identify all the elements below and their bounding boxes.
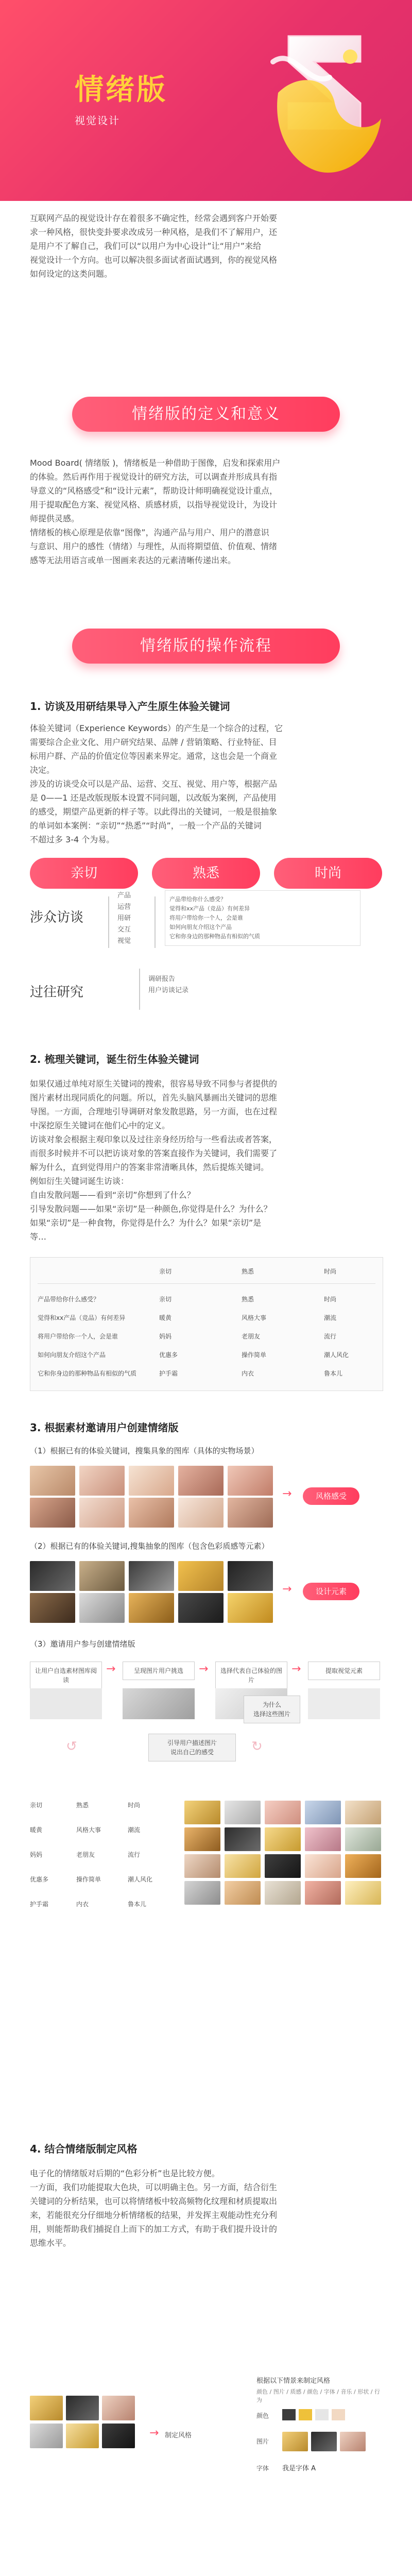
word-cell: 操作简单 bbox=[76, 1876, 101, 1883]
collage-photo bbox=[305, 1854, 341, 1878]
collage-photo bbox=[265, 1854, 301, 1878]
row-label-image: 图片 bbox=[256, 2438, 269, 2445]
style-feeling-tag: 风格感受 bbox=[303, 1487, 359, 1505]
final-photo bbox=[102, 2424, 135, 2448]
collage-photo bbox=[265, 1801, 301, 1824]
table-cell: 内衣 bbox=[242, 1370, 254, 1377]
intro-paragraph bbox=[30, 211, 383, 281]
table-cell: 操作简单 bbox=[242, 1351, 267, 1359]
collage-photo bbox=[225, 1854, 261, 1878]
arrow-right-icon: → bbox=[282, 1487, 292, 1500]
table-cell: 暖黄 bbox=[159, 1314, 172, 1321]
step2-heading: 2. 梳理关键词，诞生衍生体验关键词 bbox=[30, 1053, 199, 1065]
color-swatch bbox=[315, 2409, 329, 2420]
gallery-photo bbox=[228, 1593, 273, 1623]
step1-paragraph bbox=[30, 721, 383, 846]
gallery-photo bbox=[178, 1498, 224, 1528]
word-cell: 熟悉 bbox=[76, 1802, 89, 1809]
step1-line: 决定。 bbox=[30, 765, 55, 775]
table-header: 时尚 bbox=[324, 1268, 337, 1275]
flow-step-1: 让用户自选素材图库阅读 bbox=[30, 1662, 102, 1689]
step2-line: 例如衍生关键词诞生访谈： bbox=[30, 1176, 129, 1186]
table-cell: 时尚 bbox=[324, 1296, 337, 1303]
word-cell: 流行 bbox=[128, 1851, 141, 1858]
step1-line: 不超过多 3-4 个为易。 bbox=[30, 835, 115, 844]
definition-line: 导意义的“风格感受”和“设计元素”，帮助设计师明确视觉设计重点， bbox=[30, 486, 278, 496]
step3-heading: 3. 根据素材邀请用户创建情绪版 bbox=[30, 1421, 179, 1434]
section-banner-process: 情绪版的操作流程 bbox=[72, 629, 340, 664]
step2-line: 访谈对象会根据主观印象以及过往亲身经历给与一些看法或者答案， bbox=[30, 1134, 278, 1144]
role-item: 产品 bbox=[117, 892, 131, 900]
arrow-right-icon: → bbox=[149, 2427, 159, 2439]
step2-line: 自由发散问题——看到“亲切”你想到了什么？ bbox=[30, 1190, 195, 1200]
mood-board-result bbox=[30, 1801, 383, 1929]
table-cell: 如何向朋友介绍这个产品 bbox=[38, 1351, 106, 1359]
step1-line: 的感受，期望产品更新的样子等。以此得出的关键词，一般是很抽象 bbox=[30, 807, 278, 817]
table-divider bbox=[38, 1283, 375, 1284]
flow-why-box: 为什么 选择这些图片 bbox=[244, 1696, 300, 1723]
collage-photo bbox=[305, 1801, 341, 1824]
step4-line: 用，则能帮助我们捕捉自上而下的加工方式，有助于我们提升设计的 bbox=[30, 2224, 278, 2234]
step4-line: 思维水平。 bbox=[30, 2238, 72, 2248]
step4-line: 来，若能很充分仔细地分析情绪板的结果，并发挥主观能动性充分利 bbox=[30, 2210, 278, 2220]
bracket-line bbox=[139, 969, 140, 1010]
table-cell: 妈妈 bbox=[159, 1333, 172, 1340]
collage-photo bbox=[225, 1801, 261, 1824]
research-item: 调研报告 bbox=[148, 975, 176, 983]
step4-heading: 4. 结合情绪版制定风格 bbox=[30, 2143, 138, 2155]
flow-diagram bbox=[30, 1662, 383, 1785]
bracket-line bbox=[154, 896, 156, 948]
collage-photo bbox=[345, 1801, 381, 1824]
table-header: 亲切 bbox=[159, 1268, 172, 1275]
photo-collage bbox=[184, 1801, 383, 1924]
step3-sub2: （2）根据已有的体验关键词,搜集抽象的图库（包含色彩质感等元素） bbox=[30, 1541, 269, 1551]
design-elements-tag: 设计元素 bbox=[303, 1583, 359, 1600]
bracket-line bbox=[108, 896, 109, 948]
word-cell: 亲切 bbox=[30, 1802, 43, 1809]
definition-line: 的体验。然后再作用于视觉设计的研究方法，可以调查并形成具有指 bbox=[30, 472, 278, 482]
final-photo bbox=[66, 2396, 99, 2420]
step3-sub1: （1）根据已有的体验关键词，搜集具象的图库（具体的实物场景） bbox=[30, 1446, 259, 1455]
hero-3d-illustration bbox=[258, 15, 391, 191]
abstract-gallery bbox=[30, 1561, 383, 1623]
collage-photo bbox=[184, 1854, 220, 1878]
gallery-photo bbox=[79, 1561, 125, 1591]
arrow-right-icon: → bbox=[282, 1583, 292, 1596]
final-attrs: 颜色 / 图片 / 质感 / 颜色 / 字体 / 音乐 / 形状 / 行为 bbox=[256, 2388, 380, 2403]
curved-arrow-icon: ↻ bbox=[251, 1739, 263, 1754]
research-items bbox=[148, 974, 188, 996]
final-photo bbox=[102, 2396, 135, 2420]
curved-arrow-icon: ↺ bbox=[66, 1739, 77, 1754]
intro-line: 互联网产品的视觉设计存在着很多不确定性，经常会遇到客户开始要 bbox=[30, 213, 278, 223]
question-item: 如何向朋友介绍这个产品 bbox=[169, 924, 232, 930]
table-cell: 产品带给你什么感受？ bbox=[38, 1296, 100, 1303]
word-cell: 潮流 bbox=[128, 1826, 141, 1834]
step4-line: 一方面，我们功能提取大色块，可以明确主色。另一方面，结合衍生 bbox=[30, 2182, 278, 2192]
font-sample: 我是字体 A bbox=[282, 2465, 316, 2472]
style-guide-block bbox=[30, 2365, 383, 2519]
keyword-table bbox=[30, 1257, 383, 1391]
question-item: 觉得和xx产品（竞品）有何差异 bbox=[169, 905, 250, 912]
question-item: 它和你身边的那种物品有相似的气质 bbox=[169, 933, 260, 940]
collage-photo bbox=[184, 1881, 220, 1905]
hero-subtitle: 视觉设计 bbox=[75, 114, 120, 127]
table-cell: 风格大事 bbox=[242, 1314, 267, 1321]
step2-line: 中深挖原生关键词在他们心中的定义。 bbox=[30, 1121, 170, 1130]
flow-photo-2 bbox=[123, 1688, 195, 1719]
gallery-photo bbox=[228, 1561, 273, 1591]
keyword-pill-3: 时尚 bbox=[274, 858, 382, 889]
flow-photo-4 bbox=[308, 1688, 380, 1719]
collage-photo bbox=[345, 1881, 381, 1905]
role-item: 交互 bbox=[117, 926, 131, 934]
word-cell: 潮人风化 bbox=[128, 1876, 153, 1883]
step2-line: 如果“亲切”是一种食物，你觉得是什么？为什么？如果“亲切”是 bbox=[30, 1218, 262, 1228]
interview-label: 涉众访谈 bbox=[30, 910, 84, 925]
arrow-right-icon: → bbox=[291, 1663, 301, 1675]
question-item: 产品带给你什么感受？ bbox=[169, 896, 226, 903]
research-label: 过往研究 bbox=[30, 985, 84, 1000]
table-cell: 鲁本儿 bbox=[324, 1370, 343, 1377]
style-photo bbox=[340, 2432, 366, 2451]
word-cell: 内衣 bbox=[76, 1901, 89, 1908]
table-cell: 流行 bbox=[324, 1333, 337, 1340]
word-cell: 鲁本儿 bbox=[128, 1901, 147, 1908]
flow-step-3: 选择代表自己体验的图片 bbox=[215, 1662, 287, 1689]
word-cell: 老朋友 bbox=[76, 1851, 95, 1858]
color-swatch bbox=[282, 2409, 296, 2420]
collage-photo bbox=[184, 1827, 220, 1851]
gallery-photo bbox=[79, 1593, 125, 1623]
made-style-label: 制定风格 bbox=[165, 2432, 192, 2439]
step4-paragraph bbox=[30, 2166, 383, 2250]
role-item: 用研 bbox=[117, 914, 131, 922]
word-cell: 护手霜 bbox=[30, 1901, 49, 1908]
intro-line: 是用户不了解自己，我们可以“以用户为中心设计”让“用户”来给 bbox=[30, 241, 262, 251]
flow-photo-1 bbox=[30, 1688, 102, 1719]
final-photo bbox=[66, 2424, 99, 2448]
step2-line: 而很多时候并不可以把访谈对象的答案直接作为关键词，我们需要了 bbox=[30, 1148, 278, 1158]
definition-paragraph bbox=[30, 456, 383, 567]
question-item: 将用户带给你一个人，会是谁 bbox=[169, 914, 243, 921]
step2-line: 图片素材出现同质化的问题。所以，首先头脑风暴画出关键词的思维 bbox=[30, 1093, 278, 1103]
word-cell: 暖黄 bbox=[30, 1826, 43, 1834]
table-cell: 老朋友 bbox=[242, 1333, 261, 1340]
step2-line: 等… bbox=[30, 1232, 47, 1242]
row-label-font: 字体 bbox=[256, 2465, 269, 2472]
arrow-right-icon: → bbox=[199, 1663, 209, 1675]
flow-describe-box: 引导用户描述图片 说出自己的感受 bbox=[148, 1734, 236, 1761]
flow-step-4: 提取视觉元素 bbox=[308, 1662, 380, 1680]
table-cell: 觉得和xx产品（竞品）有何差异 bbox=[38, 1314, 126, 1321]
step2-line: 如果仅通过单纯对原生关键词的搜索，很容易导致不同参与者提供的 bbox=[30, 1079, 278, 1089]
gallery-photo bbox=[30, 1498, 75, 1528]
gallery-photo bbox=[129, 1466, 174, 1496]
gallery-photo bbox=[79, 1466, 125, 1496]
step4-line: 关键词的分析结果，也可以将情绪板中较高频物化纹理和材质提取出 bbox=[30, 2196, 278, 2206]
color-swatch bbox=[299, 2409, 312, 2420]
collage-photo bbox=[345, 1854, 381, 1878]
row-label-color: 颜色 bbox=[256, 2412, 269, 2419]
collage-photo bbox=[265, 1827, 301, 1851]
gallery-photo bbox=[178, 1466, 224, 1496]
hero-banner bbox=[0, 0, 412, 201]
step1-line: 是 0——1 还是改版现版本设置不同问题，以改版为案例，产品使用 bbox=[30, 793, 277, 803]
collage-photo bbox=[305, 1827, 341, 1851]
word-cell: 风格大事 bbox=[76, 1826, 101, 1834]
collage-photo bbox=[345, 1827, 381, 1851]
gallery-photo bbox=[79, 1498, 125, 1528]
step2-line: 导图。一方面，合理地引导调研对象发散思路，另一方面，也在过程 bbox=[30, 1107, 278, 1116]
gallery-photo bbox=[30, 1561, 75, 1591]
role-item: 视觉 bbox=[117, 937, 131, 945]
word-cell: 优惠多 bbox=[30, 1876, 49, 1883]
interview-roles bbox=[117, 890, 131, 947]
step1-heading: 1. 访谈及用研结果导入产生原生体验关键词 bbox=[30, 700, 230, 713]
role-item: 运营 bbox=[117, 903, 131, 911]
gallery-photo bbox=[30, 1593, 75, 1623]
definition-line: 用于提取配色方案、视觉风格、质感材质，以指导视觉设计，为设计 bbox=[30, 500, 278, 510]
gallery-photo bbox=[129, 1498, 174, 1528]
final-collage bbox=[30, 2396, 143, 2478]
step2-paragraph bbox=[30, 1077, 383, 1244]
collage-photo bbox=[265, 1881, 301, 1905]
gallery-photo bbox=[228, 1466, 273, 1496]
table-cell: 优惠多 bbox=[159, 1351, 178, 1359]
step2-line: 引导发散问题——如果“亲切”是一种颜色,你觉得是什么？为什么？ bbox=[30, 1204, 272, 1214]
step4-line: 电子化的情绪版对后期的“色彩分析”也是比较方便。 bbox=[30, 2168, 220, 2178]
keyword-pill-2: 熟悉 bbox=[152, 858, 260, 889]
gallery-photo bbox=[178, 1561, 224, 1591]
definition-line: Mood Board( 情绪版 )，情绪板是一种借助于图像，启发和探索用户 bbox=[30, 458, 281, 468]
word-cell: 时尚 bbox=[128, 1802, 141, 1809]
step1-line: 需要综合企业文化、用户研究结果、品牌 / 营销策略、行业特征、目 bbox=[30, 737, 277, 747]
table-cell: 护手霜 bbox=[159, 1370, 178, 1377]
gallery-photo bbox=[178, 1593, 224, 1623]
flow-step-2: 呈现图片用户挑选 bbox=[123, 1662, 195, 1680]
style-photo bbox=[311, 2432, 337, 2451]
intro-line: 视觉设计一个方向。也可以解决很多面试者面试遇到，你的视觉风格 bbox=[30, 255, 278, 265]
final-title: 根据以下情景来制定风格 bbox=[256, 2377, 331, 2385]
definition-line: 情绪板的核心原理是依靠“图像”，沟通产品与用户、用户的潜意识 bbox=[30, 528, 269, 537]
section-banner-definition: 情绪版的定义和意义 bbox=[72, 397, 340, 432]
definition-line: 师提供灵感。 bbox=[30, 514, 80, 523]
table-cell: 熟悉 bbox=[242, 1296, 254, 1303]
table-cell: 将用户带给你一个人，会是谁 bbox=[38, 1333, 118, 1340]
definition-line: 感等无法用语言或单一图画来表达的元素清晰传递出来。 bbox=[30, 555, 236, 565]
interview-questions bbox=[165, 890, 360, 946]
collage-photo bbox=[184, 1801, 220, 1824]
final-photo bbox=[30, 2396, 63, 2420]
research-item: 用户访谈记录 bbox=[148, 987, 189, 994]
collage-photo bbox=[225, 1827, 261, 1851]
collage-photo bbox=[225, 1881, 261, 1905]
keyword-pill-1: 亲切 bbox=[30, 858, 138, 889]
color-swatch bbox=[332, 2409, 345, 2420]
definition-line: 与意识、用户的感性（情绪）与理性，从而将期望值、价值观、情绪 bbox=[30, 541, 278, 551]
intro-line: 求一种风格，很快变卦要求改成另一种风格，是我们不了解用户，还 bbox=[30, 227, 278, 237]
gallery-photo bbox=[30, 1466, 75, 1496]
word-cell: 妈妈 bbox=[30, 1851, 43, 1858]
concrete-gallery bbox=[30, 1466, 383, 1528]
final-photo bbox=[30, 2424, 63, 2448]
arrow-right-icon: → bbox=[106, 1663, 116, 1675]
table-cell: 潮流 bbox=[324, 1314, 337, 1321]
step1-line: 涉及的访谈受众可以是产品、运营、交互、视觉、用户等，根据产品 bbox=[30, 779, 278, 789]
table-cell: 它和你身边的那种物品有相似的气质 bbox=[38, 1370, 137, 1377]
gallery-photo bbox=[129, 1593, 174, 1623]
step1-line: 体验关键词（Experience Keywords）的产生是一个综合的过程，它 bbox=[30, 723, 283, 733]
table-cell: 潮人风化 bbox=[324, 1351, 349, 1359]
step1-line: 的单词如本案例：“亲切”“热悉”“时尚”，一般一个产品的关键词 bbox=[30, 821, 262, 831]
hero-title: 情绪版 bbox=[75, 73, 167, 107]
gallery-photo bbox=[228, 1498, 273, 1528]
intro-line: 如何设定的这类问题。 bbox=[30, 269, 113, 279]
collage-photo bbox=[305, 1881, 341, 1905]
step2-line: 解为什么，直到觉得用户的答案非常清晰具体，然后提炼关键词。 bbox=[30, 1162, 269, 1172]
step1-line: 标用户群、产品的价值定位等因素来界定。通常，这也会是一个商业 bbox=[30, 751, 278, 761]
table-header: 熟悉 bbox=[242, 1268, 254, 1275]
gallery-photo bbox=[129, 1561, 174, 1591]
style-photo bbox=[282, 2432, 308, 2451]
step3-sub3: （3）邀请用户参与创建情绪版 bbox=[30, 1639, 135, 1649]
table-cell: 亲切 bbox=[159, 1296, 172, 1303]
